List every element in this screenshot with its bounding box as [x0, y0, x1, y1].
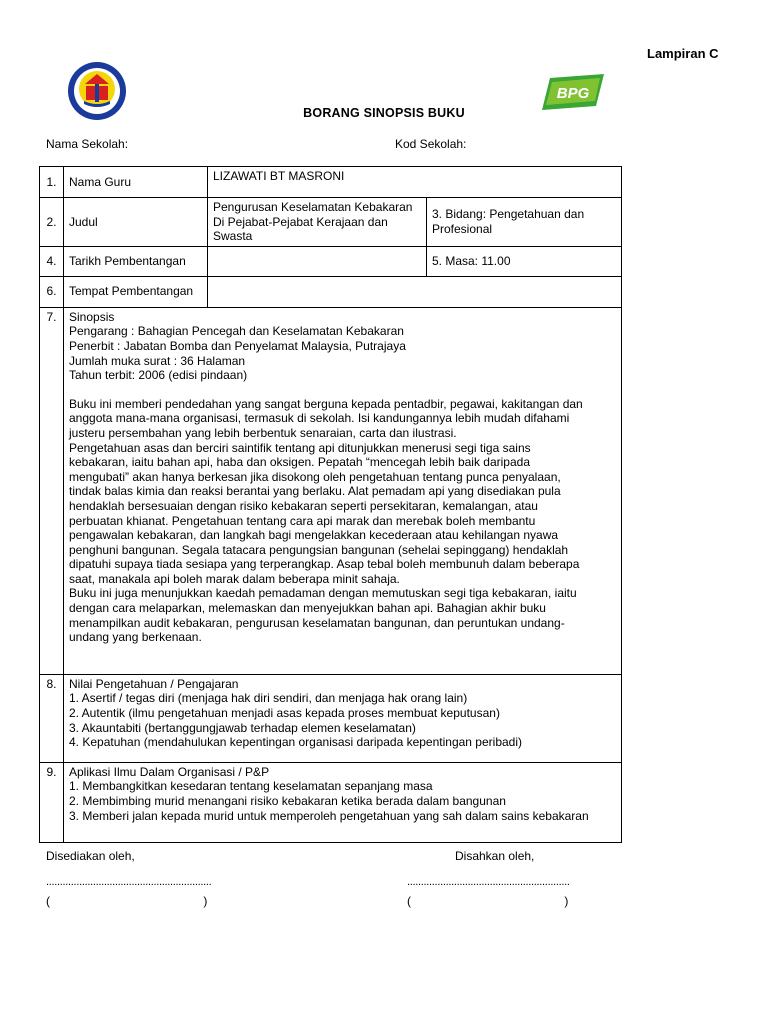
- synopsis-body-line: Buku ini memberi pendedahan yang sangat berguna kepada pentadbir, pegawai, kakitangan dan: [69, 396, 583, 411]
- row-number: 8.: [40, 674, 64, 762]
- form-row-venue: [40, 276, 622, 307]
- row-number: 4.: [40, 246, 64, 276]
- form-row-date: [40, 246, 622, 276]
- teacher-name-value: LIZAWATI BT MASRONI: [208, 167, 622, 198]
- synopsis-body-line: pengawalan kebakaran, dan langkah bagi mengelakkan kecederaan atau kehilangan nyawa: [69, 528, 559, 543]
- form-row-values: [40, 674, 622, 762]
- synopsis-body-line: mengubati” akan hanya berkesan jika disokong oleh pengetahuan tentang punca penyalaan,: [69, 469, 561, 484]
- teacher-name-label: Nama Guru: [64, 167, 208, 198]
- synopsis-body-line: dipatuhi supaya tiada sesiapa yang terperangkap. Asap tebal boleh membunuh dalam beberapa: [69, 557, 580, 572]
- values-cell: [64, 674, 622, 762]
- synopsis-body-line: anggota mana-mana organisasi, termasuk di sekolah. Isi kandungannya lebih mudah difahami: [69, 411, 570, 426]
- values-heading: Nilai Pengetahuan / Pengajaran: [69, 676, 239, 691]
- form-row-application: [40, 762, 622, 842]
- application-item: 2. Membimbing murid menangani risiko kebakaran ketika berada dalam bangunan: [69, 793, 506, 808]
- synopsis-body-line: justeru persembahan yang lebih berbentuk senaraian, carta dan ilustrasi.: [69, 425, 457, 440]
- synopsis-body-line: penghuni bangunan. Segala tatacara pengungsian bangunan (sehelai sepinggang) hendaklah: [69, 542, 569, 557]
- synopsis-body-line: Buku ini juga menunjukkan kaedah pemadaman dengan memutuskan segi tiga kebakaran, iaitu: [69, 586, 577, 601]
- lampiran-label: Lampiran C: [647, 46, 719, 61]
- application-item: 1. Membangkitkan kesedaran tentang keselamatan sepanjang masa: [69, 779, 433, 794]
- synopsis-body-line: menampilkan audit kebakaran, pengurusan keselamatan bangunan, dan peruntukan undang-: [69, 615, 565, 630]
- book-title-label: Judul: [64, 198, 208, 247]
- application-heading: Aplikasi Ilmu Dalam Organisasi / P&P: [69, 764, 270, 779]
- presentation-venue-label: Tempat Pembentangan: [64, 276, 208, 307]
- prepared-signature-line: ............................................................: [46, 876, 212, 888]
- approved-name-field: ( ): [407, 894, 569, 908]
- approved-by-label: Disahkan oleh,: [455, 849, 535, 863]
- synopsis-body-line: hendaklah bersesuaian dengan risiko kebakaran seperti persekitaran, kemalangan, atau: [69, 498, 538, 513]
- synopsis-body-line: dengan cara melaparkan, melemaskan dan menyejukkan bahan api. Bahagian akhir buku: [69, 601, 546, 616]
- field-value: 3. Bidang: Pengetahuan dan Profesional: [427, 198, 622, 247]
- values-item: 3. Akauntabiti (bertanggungjawab terhadap elemen keselamatan): [69, 720, 416, 735]
- row-number: 9.: [40, 762, 64, 842]
- synopsis-author: Pengarang : Bahagian Pencegah dan Keselamatan Kebakaran: [69, 324, 404, 339]
- row-number: 7.: [40, 307, 64, 674]
- school-code-label: Kod Sekolah:: [395, 137, 467, 151]
- values-item: 1. Asertif / tegas diri (menjaga hak diri sendiri, dan menjaga hak orang lain): [69, 691, 468, 706]
- book-title-value: Pengurusan Keselamatan Kebakaran Di Pejabat-Pejabat Kerajaan dan Swasta: [208, 198, 427, 247]
- synopsis-body-line: kebakaran, iaitu bahan api, haba dan oksigen. Pepatah “mencegah lebih baik daripada: [69, 455, 531, 470]
- synopsis-form-table: [39, 166, 622, 843]
- synopsis-body-line: perbuatan khianat. Pengetahuan tentang cara api marak dan merebak boleh membantu: [69, 513, 536, 528]
- form-title: BORANG SINOPSIS BUKU: [303, 106, 465, 120]
- presentation-date-value: [208, 246, 427, 276]
- presentation-venue-value: [208, 276, 622, 307]
- values-item: 4. Kepatuhan (mendahulukan kepentingan organisasi daripada kepentingan peribadi): [69, 735, 522, 750]
- synopsis-body-line: tindak balas kimia dan reaksi berantai yang berlaku. Alat pemadam api yang disediakan pula: [69, 484, 561, 499]
- row-number: 1.: [40, 167, 64, 198]
- synopsis-body-line: undang yang berkenaan.: [69, 630, 202, 645]
- prepared-by-label: Disediakan oleh,: [46, 849, 135, 863]
- synopsis-cell: [64, 307, 622, 674]
- form-row-title: [40, 198, 622, 247]
- form-row-teacher: [40, 167, 622, 198]
- values-item: 2. Autentik (ilmu pengetahuan menjadi asas kepada proses membuat keputusan): [69, 705, 500, 720]
- synopsis-publisher: Penerbit : Jabatan Bomba dan Penyelamat Malaysia, Putrajaya: [69, 338, 406, 353]
- presentation-time-value: 5. Masa: 11.00: [427, 246, 622, 276]
- row-number: 2.: [40, 198, 64, 247]
- row-number: 6.: [40, 276, 64, 307]
- synopsis-year: Tahun terbit: 2006 (edisi pindaan): [69, 368, 248, 383]
- approved-signature-line: ...........................................................: [407, 876, 570, 888]
- synopsis-heading: Sinopsis: [69, 309, 115, 324]
- svg-text:BPG: BPG: [556, 85, 590, 102]
- application-item: 3. Memberi jalan kepada murid untuk memperoleh pengetahuan yang sah dalam sains kebakaran: [69, 808, 589, 823]
- form-row-synopsis: [40, 307, 622, 674]
- synopsis-body-line: saat, manakala api boleh marak dalam beberapa minit sahaja.: [69, 571, 400, 586]
- school-name-label: Nama Sekolah:: [46, 137, 129, 151]
- presentation-date-label: Tarikh Pembentangan: [64, 246, 208, 276]
- synopsis-page-count: Jumlah muka surat : 36 Halaman: [69, 353, 246, 368]
- application-cell: [64, 762, 622, 842]
- synopsis-body-line: Pengetahuan asas dan berciri saintifik tentang api ditunjukkan menerusi segi tiga sains: [69, 440, 531, 455]
- prepared-name-field: ( ): [46, 894, 208, 908]
